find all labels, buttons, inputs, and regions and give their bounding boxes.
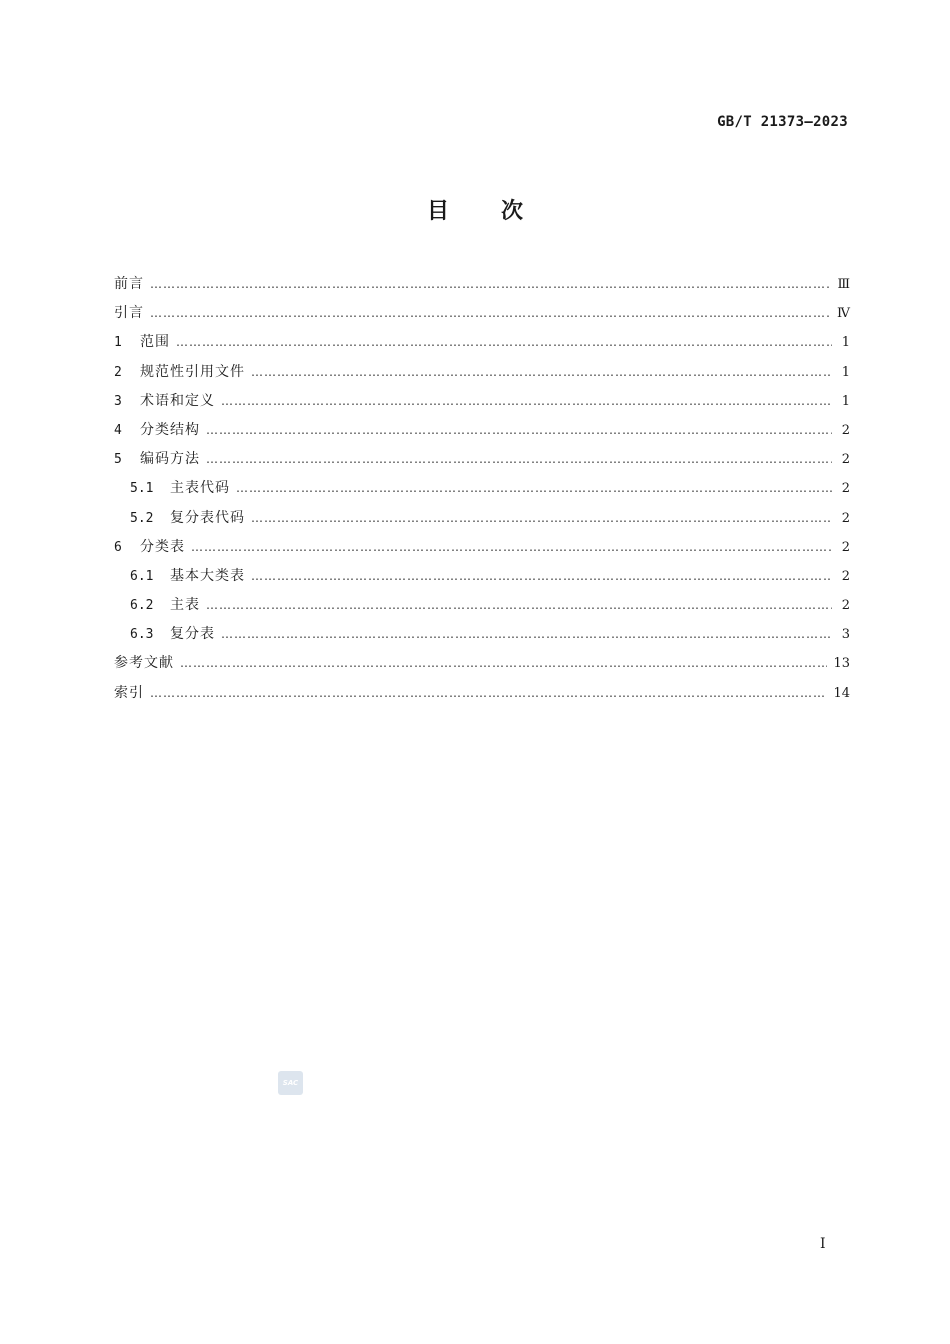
toc-entry-page: 3 [841, 627, 850, 643]
toc-entry-page: 1 [841, 335, 850, 351]
toc-entry-page: 1 [841, 393, 850, 409]
toc-entry-page: 2 [841, 481, 850, 497]
toc-entry-page: 2 [841, 539, 850, 555]
toc-entry[interactable] [114, 533, 850, 562]
toc-entry-number: 3 [114, 393, 122, 409]
toc-entry[interactable] [114, 328, 850, 357]
toc-entry-page: 2 [841, 598, 850, 614]
toc-subentry[interactable] [114, 504, 850, 533]
toc-subentry[interactable] [114, 591, 850, 620]
dot-leader [221, 387, 832, 416]
dot-leader [180, 649, 827, 678]
dot-leader [206, 591, 832, 620]
toc-entry-label: 分类结构 [140, 421, 200, 438]
dot-leader [150, 270, 831, 299]
toc-entry-label: 主表代码 [170, 480, 230, 497]
page-number: Ⅰ [820, 1236, 826, 1252]
toc-entry-label: 前言 [114, 276, 144, 292]
toc-entry[interactable] [114, 445, 850, 474]
toc-entry-label: 范围 [140, 334, 170, 351]
toc-entry-page: 14 [833, 685, 850, 701]
toc-entry-number: 5 [114, 452, 122, 468]
dot-leader [251, 562, 832, 591]
dot-leader [150, 679, 827, 708]
toc-entry[interactable] [114, 679, 850, 708]
toc-entry-page: Ⅳ [837, 306, 850, 322]
toc-entry[interactable] [114, 416, 850, 445]
toc-entry-label: 索引 [114, 684, 144, 701]
dot-leader [221, 620, 832, 649]
dot-leader [206, 445, 832, 474]
toc-entry-label: 参考文献 [114, 655, 174, 672]
dot-leader [206, 416, 832, 445]
toc-entry-page: 2 [841, 568, 850, 584]
toc-entry-number: 6.1 [130, 568, 154, 584]
toc-entry-label: 分类表 [140, 538, 185, 555]
toc-entry-label: 引言 [114, 305, 144, 322]
toc-entry-page: 2 [841, 422, 850, 438]
toc-entry-label: 编码方法 [140, 451, 200, 468]
toc-entry-page: 1 [841, 364, 850, 380]
toc-entry-label: 基本大类表 [170, 567, 245, 584]
toc-entry-number: 5.2 [130, 510, 154, 526]
toc-entry[interactable] [114, 358, 850, 387]
toc-entry-number: 5.1 [130, 481, 154, 497]
sac-watermark-logo: SAC [278, 1071, 303, 1095]
dot-leader [251, 504, 832, 533]
toc-subentry[interactable] [114, 474, 850, 503]
toc-entry[interactable] [114, 387, 850, 416]
standard-code: GB/T 21373—2023 [717, 114, 848, 130]
dot-leader [150, 299, 831, 328]
toc-title-char-2: 次 [501, 199, 524, 224]
dot-leader [176, 328, 832, 357]
toc-subentry[interactable] [114, 620, 850, 649]
toc-entry-label: 术语和定义 [140, 392, 215, 409]
dot-leader [236, 474, 832, 503]
toc-entry-label: 规范性引用文件 [140, 363, 245, 380]
toc-entry-number: 4 [114, 422, 122, 438]
toc-entry-number: 6.3 [130, 627, 154, 643]
toc-entry[interactable] [114, 649, 850, 678]
dot-leader [251, 358, 832, 387]
toc-entry-label: 复分表 [170, 626, 215, 643]
toc-entry-number: 2 [114, 364, 122, 380]
toc-title [0, 194, 950, 225]
toc-entry-label: 主表 [170, 597, 200, 614]
toc-entry-page: Ⅲ [837, 277, 850, 292]
toc-subentry[interactable] [114, 562, 850, 591]
table-of-contents [114, 270, 850, 708]
toc-entry-number: 6 [114, 539, 122, 555]
toc-entry-number: 1 [114, 335, 122, 351]
toc-entry-page: 2 [841, 510, 850, 526]
toc-entry-page: 2 [841, 452, 850, 468]
toc-entry-number: 6.2 [130, 598, 154, 614]
toc-entry[interactable] [114, 270, 850, 299]
dot-leader [191, 533, 832, 562]
toc-entry-label: 复分表代码 [170, 509, 245, 526]
toc-entry-page: 13 [833, 656, 850, 672]
toc-entry[interactable] [114, 299, 850, 328]
toc-title-char-1: 目 [426, 199, 449, 224]
